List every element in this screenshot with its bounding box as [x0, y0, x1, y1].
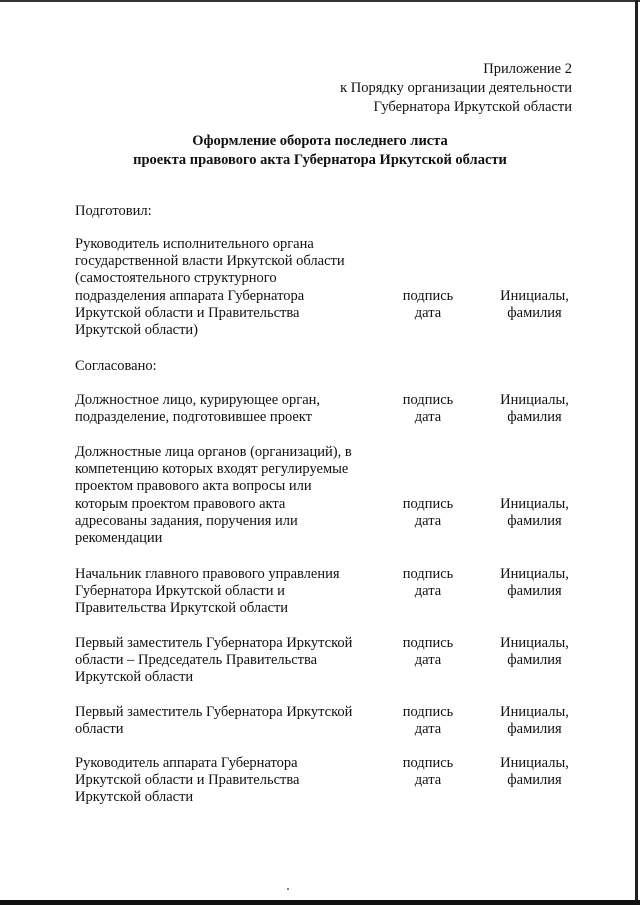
- name-field: [492, 755, 577, 789]
- title-line-1: Оформление оборота последнего листа: [192, 133, 448, 149]
- position-text: [75, 392, 375, 426]
- position-line: рекомендации: [75, 530, 163, 547]
- position-line: подразделение, подготовившее проект: [75, 409, 312, 426]
- surname-label: фамилия: [507, 305, 562, 321]
- scan-top-edge: [0, 0, 640, 2]
- name-field: [492, 635, 577, 669]
- position-line: Иркутской области и Правительства: [75, 772, 300, 789]
- position-line: Руководитель аппарата Губернатора: [75, 755, 298, 771]
- position-line: области: [75, 721, 124, 738]
- surname-label: фамилия: [507, 652, 562, 668]
- position-line: Иркутской области и Правительства: [75, 304, 300, 321]
- signature-date-field: [398, 566, 458, 600]
- signature-label: подпись: [402, 288, 454, 304]
- signature-date-field: [398, 704, 458, 738]
- position-line: области – Председатель Правительства: [75, 652, 318, 669]
- position-line: Иркутской области): [75, 322, 199, 339]
- name-field: [492, 566, 577, 600]
- name-field: [492, 392, 577, 426]
- surname-label: фамилия: [507, 513, 562, 529]
- appendix-header: [340, 60, 572, 117]
- initials-label: Инициалы,: [500, 496, 569, 512]
- position-text: [75, 566, 375, 618]
- appendix-reference-cont: Губернатора Иркутской области: [373, 99, 572, 115]
- date-label: дата: [414, 305, 442, 321]
- name-field: [492, 704, 577, 738]
- signature-label: подпись: [402, 755, 454, 771]
- surname-label: фамилия: [507, 583, 562, 599]
- date-label: дата: [414, 513, 442, 529]
- position-line: Руководитель исполнительного органа: [75, 236, 314, 252]
- name-field: [492, 496, 577, 530]
- position-line: Иркутской области: [75, 669, 194, 686]
- initials-label: Инициалы,: [500, 635, 569, 651]
- position-line: Первый заместитель Губернатора Иркутской: [75, 704, 353, 720]
- position-line: Иркутской области: [75, 789, 194, 806]
- name-field: [492, 288, 577, 322]
- position-line: государственной власти Иркутской области: [75, 253, 345, 270]
- surname-label: фамилия: [507, 721, 562, 737]
- signature-label: подпись: [402, 566, 454, 582]
- position-line: Губернатора Иркутской области и: [75, 583, 285, 600]
- signature-date-field: [398, 755, 458, 789]
- signature-label: подпись: [402, 392, 454, 408]
- surname-label: фамилия: [507, 409, 562, 425]
- scan-bottom-edge: [0, 900, 640, 905]
- position-line: проектом правового акта вопросы или: [75, 478, 312, 495]
- position-line: подразделения аппарата Губернатора: [75, 287, 305, 304]
- surname-label: фамилия: [507, 772, 562, 788]
- signature-label: подпись: [402, 496, 454, 512]
- signature-label: подпись: [402, 635, 454, 651]
- agreed-label: Согласовано:: [75, 358, 157, 374]
- position-line: Должностное лицо, курирующее орган,: [75, 392, 321, 408]
- signature-date-field: [398, 635, 458, 669]
- position-line: (самостоятельного структурного: [75, 270, 277, 287]
- initials-label: Инициалы,: [500, 704, 569, 720]
- position-line: адресованы задания, поручения или: [75, 512, 298, 529]
- signature-date-field: [398, 288, 458, 322]
- position-text: [75, 444, 375, 547]
- date-label: дата: [414, 652, 442, 668]
- document-title: [0, 132, 640, 170]
- position-text: [75, 635, 375, 687]
- position-line: Начальник главного правового управления: [75, 566, 340, 582]
- date-label: дата: [414, 409, 442, 425]
- prepared-label: Подготовил:: [75, 203, 152, 219]
- position-line: которым проектом правового акта: [75, 495, 286, 512]
- signature-date-field: [398, 496, 458, 530]
- title-line-2: проекта правового акта Губернатора Иркутской области: [133, 152, 507, 168]
- position-text: [75, 704, 375, 738]
- position-line: компетенцию которых входят регулируемые: [75, 461, 349, 478]
- scan-speck: [287, 888, 289, 890]
- initials-label: Инициалы,: [500, 755, 569, 771]
- initials-label: Инициалы,: [500, 288, 569, 304]
- position-text: [75, 236, 375, 339]
- position-line: Должностные лица органов (организаций), в: [75, 444, 352, 460]
- appendix-reference: к Порядку организации деятельности: [340, 80, 572, 96]
- signature-date-field: [398, 392, 458, 426]
- date-label: дата: [414, 721, 442, 737]
- appendix-number: Приложение 2: [483, 61, 572, 77]
- position-line: Первый заместитель Губернатора Иркутской: [75, 635, 353, 651]
- initials-label: Инициалы,: [500, 392, 569, 408]
- signature-label: подпись: [402, 704, 454, 720]
- position-text: [75, 755, 375, 807]
- position-line: Правительства Иркутской области: [75, 600, 289, 617]
- date-label: дата: [414, 772, 442, 788]
- initials-label: Инициалы,: [500, 566, 569, 582]
- date-label: дата: [414, 583, 442, 599]
